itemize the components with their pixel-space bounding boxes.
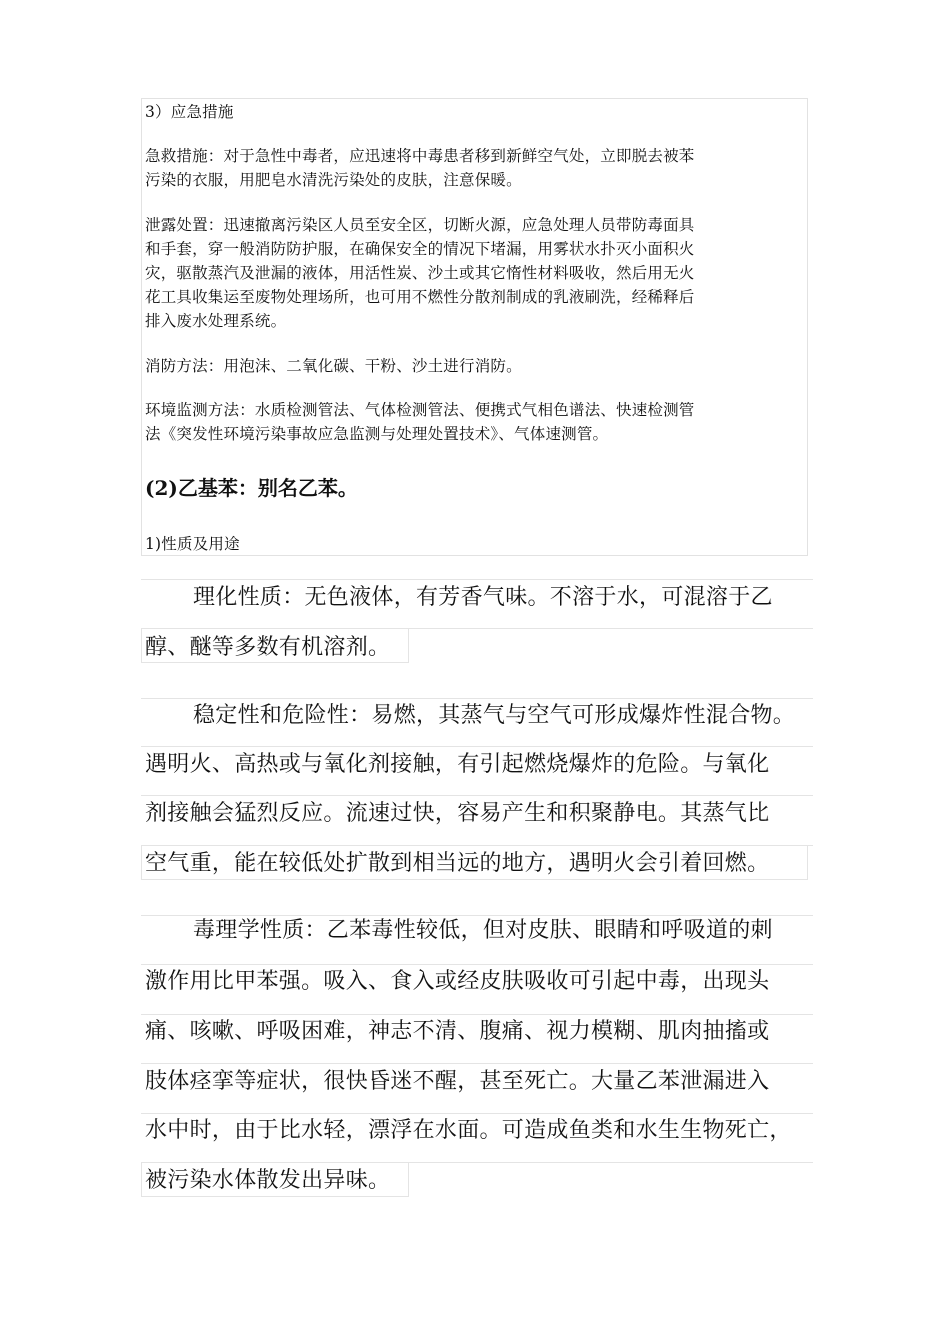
text-line: 环境监测方法：水质检测管法、气体检测管法、便携式气相色谱法、快速检测管 <box>145 401 695 419</box>
subsection-title-text: 1)性质及用途 <box>145 535 240 553</box>
toxicology-line-5: 水中时，由于比水轻，漂浮在水面。可造成鱼类和水生生物死亡， <box>145 1118 792 1143</box>
text-line: 灾，驱散蒸汽及泄漏的液体，用活性炭、沙土或其它惰性材料吸收，然后用无火 <box>145 264 695 282</box>
text-line: 排入废水处理系统。 <box>145 312 287 330</box>
section-title-text: 3）应急措施 <box>145 103 234 121</box>
row-box <box>141 845 808 880</box>
text-line: 急救措施：对于急性中毒者，应迅速将中毒患者移到新鲜空气处，立即脱去被苯 <box>145 147 695 165</box>
physchem-line-1: 理化性质：无色液体，有芳香气味。不溶于水，可混溶于乙 <box>193 585 773 610</box>
fire-paragraph <box>145 354 815 378</box>
section-title <box>145 100 815 124</box>
stability-line-4: 空气重，能在较低处扩散到相当远的地方，遇明火会引着回燃。 <box>145 851 770 876</box>
toxicology-line-6: 被污染水体散发出异味。 <box>145 1168 391 1193</box>
toxicology-line-1: 毒理学性质：乙苯毒性较低，但对皮肤、眼睛和呼吸道的刺 <box>193 918 773 943</box>
stability-line-2: 遇明火、高热或与氧化剂接触，有引起燃烧爆炸的危险。与氧化 <box>145 752 770 777</box>
text-line: 和手套，穿一般消防防护服，在确保安全的情况下堵漏，用雾状水扑灭小面积火 <box>145 240 695 258</box>
toxicology-line-2: 激作用比甲苯强。吸入、食入或经皮肤吸收可引起中毒，出现头 <box>145 969 770 994</box>
section-heading: (2)乙基苯：别名乙苯。 <box>145 476 358 500</box>
text-line: 污染的衣服，用肥皂水清洗污染处的皮肤，注意保暖。 <box>145 171 522 189</box>
toxicology-line-4: 肢体痉挛等症状，很快昏迷不醒，甚至死亡。大量乙苯泄漏进入 <box>145 1069 770 1094</box>
stability-line-3: 剂接触会猛烈反应。流速过快，容易产生和积聚静电。其蒸气比 <box>145 801 770 826</box>
row-box <box>141 1162 409 1197</box>
text-line: 法《突发性环境污染事故应急监测与处理处置技术》、气体速测管。 <box>145 425 609 443</box>
leak-paragraph <box>145 213 815 333</box>
physchem-line-2: 醇、醚等多数有机溶剂。 <box>145 635 391 660</box>
toxicology-line-3: 痛、咳嗽、呼吸困难，神志不清、腹痛、视力模糊、肌肉抽搐或 <box>145 1019 770 1044</box>
monitor-paragraph <box>145 398 815 446</box>
row-box <box>141 628 409 663</box>
text-line: 消防方法：用泡沫、二氧化碳、干粉、沙土进行消防。 <box>145 357 522 375</box>
stability-line-1: 稳定性和危险性：易燃，其蒸气与空气可形成爆炸性混合物。 <box>193 703 796 728</box>
text-line: 花工具收集运至废物处理场所，也可用不燃性分散剂制成的乳液刷洗，经稀释后 <box>145 288 695 306</box>
subsection-title <box>145 532 815 556</box>
text-line: 泄露处置：迅速撤离污染区人员至安全区，切断火源，应急处理人员带防毒面具 <box>145 216 695 234</box>
first-aid-paragraph <box>145 144 815 192</box>
